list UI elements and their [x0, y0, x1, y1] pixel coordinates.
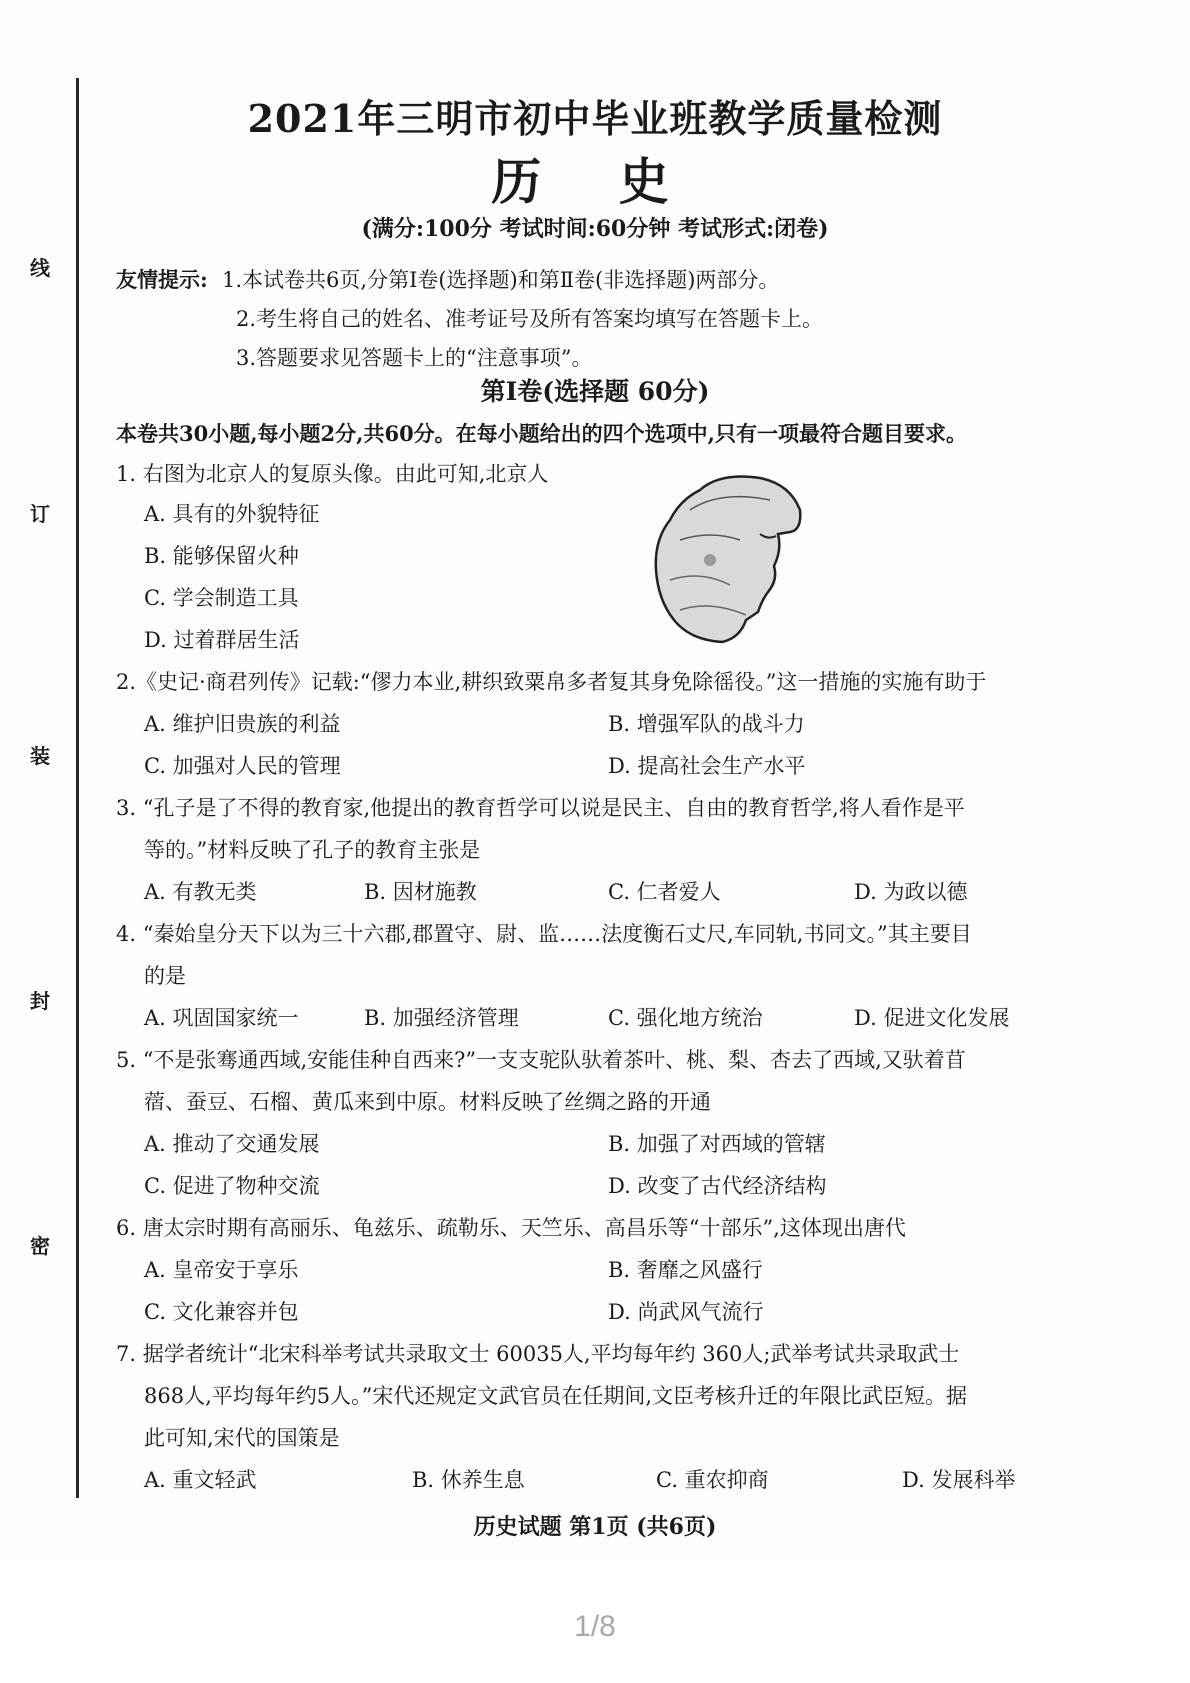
exam-info: (满分:100分 考试时间:60分钟 考试形式:闭卷) [361, 216, 829, 242]
question-7-text: 7. 据学者统计“北宋科举考试共录取文士 60035人,平均每年约 360人;武举考试共录取武士 [116, 1342, 960, 1366]
q6-option-b: B. 奢靡之风盛行 [608, 1258, 763, 1282]
q4-option-d: D. 促进文化发展 [854, 1006, 1010, 1030]
q5-option-b: B. 加强了对西域的管辖 [608, 1132, 826, 1156]
q4-option-c: C. 强化地方统治 [608, 1006, 763, 1030]
q3-option-b: B. 因材施教 [364, 880, 477, 904]
tips-label: 友情提示: [116, 267, 208, 292]
q1-option-c: C. 学会制造工具 [144, 586, 299, 610]
q2-option-c: C. 加强对人民的管理 [144, 754, 341, 778]
q5-option-d: D. 改变了古代经济结构 [608, 1174, 827, 1198]
binding-char-ding: 订 [30, 502, 50, 526]
q4-option-a: A. 巩固国家统一 [144, 1006, 299, 1030]
section-title: 第Ⅰ卷(选择题 60分) [480, 377, 710, 406]
q7-option-a: A. 重文轻武 [144, 1468, 257, 1492]
page-footer: 历史试题 第1页 (共6页) [473, 1514, 717, 1540]
question-2-text: 2.《史记·商君列传》记载:“僇力本业,耕织致粟帛多者复其身免除徭役。”这一措施的实施有助于 [116, 670, 987, 694]
q6-option-c: C. 文化兼容并包 [144, 1300, 299, 1324]
q3-option-d: D. 为政以德 [854, 880, 968, 904]
question-4-text-cont: 的是 [144, 964, 186, 988]
q6-option-d: D. 尚武风气流行 [608, 1300, 764, 1324]
q1-option-a: A. 具有的外貌特征 [144, 502, 320, 526]
q2-option-d: D. 提高社会生产水平 [608, 754, 806, 778]
binding-line [76, 78, 79, 1498]
question-4-text: 4. “秦始皇分天下以为三十六郡,郡置守、尉、监……法度衡石丈尺,车同轨,书同文。”其主要目 [116, 922, 972, 946]
q5-option-a: A. 推动了交通发展 [144, 1132, 320, 1156]
question-5-text: 5. “不是张骞通西域,安能佳种自西来?”一支支驼队驮着茶叶、桃、梨、杏去了西域,又驮着苜 [116, 1048, 966, 1072]
q1-option-b: B. 能够保留火种 [144, 544, 299, 568]
question-1-text: 1. 右图为北京人的复原头像。由此可知,北京人 [116, 462, 549, 486]
tip-item: 1.本试卷共6页,分第Ⅰ卷(选择题)和第Ⅱ卷(非选择题)两部分。 [222, 268, 780, 292]
binding-char-feng: 封 [30, 989, 50, 1013]
tip-item: 2.考生将自己的姓名、准考证号及所有答案均填写在答题卡上。 [236, 307, 824, 331]
q2-option-a: A. 维护旧贵族的利益 [144, 712, 341, 736]
q7-option-c: C. 重农抑商 [656, 1468, 769, 1492]
q7-option-d: D. 发展科举 [902, 1468, 1016, 1492]
peking-man-head-illustration [650, 470, 810, 650]
q5-option-c: C. 促进了物种交流 [144, 1174, 320, 1198]
question-7-text-cont: 此可知,宋代的国策是 [144, 1426, 340, 1450]
binding-char-mi: 密 [30, 1234, 50, 1258]
q1-option-d: D. 过着群居生活 [144, 628, 300, 652]
q3-option-c: C. 仁者爱人 [608, 880, 721, 904]
binding-char-zhuang: 装 [30, 744, 50, 768]
subject-title: 历 史 [491, 152, 699, 211]
q3-option-a: A. 有教无类 [144, 880, 257, 904]
q4-option-b: B. 加强经济管理 [364, 1006, 519, 1030]
section-intro: 本卷共30小题,每小题2分,共60分。在每小题给出的四个选项中,只有一项最符合题目要求。 [116, 421, 967, 446]
page-indicator: 1/8 [574, 1610, 616, 1643]
q6-option-a: A. 皇帝安于享乐 [144, 1258, 299, 1282]
q7-option-b: B. 休养生息 [412, 1468, 525, 1492]
binding-char-line: 线 [30, 256, 50, 280]
q2-option-b: B. 增强军队的战斗力 [608, 712, 805, 736]
question-3-text: 3. “孔子是了不得的教育家,他提出的教育哲学可以说是民主、自由的教育哲学,将人看作是平 [116, 796, 965, 820]
question-7-text-cont: 868人,平均每年约5人。”宋代还规定文武官员在任期间,文臣考核升迁的年限比武臣短。据 [144, 1384, 968, 1408]
exam-title: 2021年三明市初中毕业班教学质量检测 [247, 96, 943, 141]
tip-item: 3.答题要求见答题卡上的“注意事项”。 [236, 346, 593, 370]
question-5-text-cont: 蓿、蚕豆、石榴、黄瓜来到中原。材料反映了丝绸之路的开通 [144, 1090, 711, 1114]
question-6-text: 6. 唐太宗时期有高丽乐、龟兹乐、疏勒乐、天竺乐、高昌乐等“十部乐”,这体现出唐代 [116, 1216, 906, 1240]
question-3-text-cont: 等的。”材料反映了孔子的教育主张是 [144, 838, 481, 862]
